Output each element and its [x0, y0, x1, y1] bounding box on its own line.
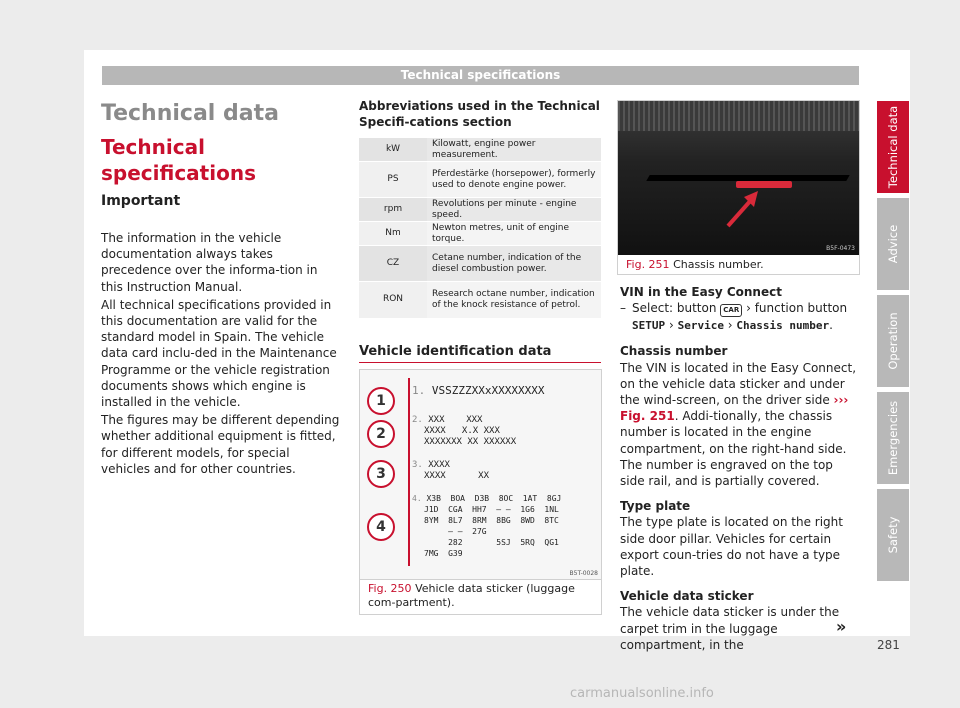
table-row: [359, 138, 601, 162]
chapter-title: Technical data: [101, 101, 279, 126]
select-prefix: Select: button: [632, 301, 717, 316]
sticker-row-4b: [424, 505, 559, 515]
abbr-key: RON: [359, 282, 427, 318]
figure-251: [617, 100, 860, 275]
vehicle-data-sticker-paragraph: The vehicle data sticker is under the carpet trim in the luggage compartment, in the: [620, 605, 840, 652]
sticker-index-4: 4.: [412, 494, 422, 503]
sticker-line-4a: X3B BOA D3B 8OC 1AT 8GJ: [426, 494, 562, 503]
sticker-line-4c: 8YM 8L7 8RM 8BG 8WD 8TC: [424, 516, 559, 525]
sticker-line-2c: XXXXXXX XX XXXXXX: [424, 437, 517, 447]
vin-easy-connect-heading: VIN in the Easy Connect: [620, 285, 782, 299]
sticker-row-2c: [424, 437, 516, 447]
windscreen-photo: [618, 101, 859, 255]
page-number: 281: [877, 638, 900, 652]
abbreviations-column: [359, 98, 601, 318]
sticker-line-3a: XXXX: [428, 460, 450, 470]
table-row: [359, 222, 601, 246]
intro-column: [101, 100, 341, 477]
vin-column: [620, 284, 860, 653]
tab-safety[interactable]: [877, 489, 909, 581]
figure-code: B5T-0028: [569, 570, 598, 577]
abbr-value: Newton metres, unit of engine torque.: [427, 222, 601, 246]
sticker-line-4d: – – 27G: [424, 527, 487, 536]
abbr-key: CZ: [359, 246, 427, 282]
sticker-row-2b: [424, 426, 500, 436]
arrow-icon: [618, 101, 859, 255]
sticker-line-4b: J1D CGA HH7 – – 1G6 1NL: [424, 505, 559, 514]
abbr-key: PS: [359, 162, 427, 198]
chassis-number-paragraph: [620, 360, 860, 490]
vehicle-data-sticker-heading: Vehicle data sticker: [620, 589, 754, 604]
sticker-line-2a: XXX XXX: [428, 415, 483, 425]
sticker-row-3: [412, 460, 450, 470]
abbr-key: rpm: [359, 198, 427, 222]
intro-paragraph-2: All technical specifications provided in this documentation are valid for the standard model in Spain. The vehicle data card inclu-ded in the Maintenance Programme or the vehicle registration documents shows which engine is installed in the vehicle.: [101, 297, 337, 410]
sticker-line-3b: XXXX XX: [424, 471, 490, 481]
table-row: [359, 198, 601, 222]
abbr-key: Nm: [359, 222, 427, 246]
chassis-text-a: The VIN is located in the Easy Connect, on the vehicle data sticker and under the wind-screen, on the driver side: [620, 360, 857, 408]
type-plate-paragraph: The type plate is located on the right side door pillar. Vehicles for certain export coun-tries do not have a type plate.: [620, 515, 843, 579]
tab-advice[interactable]: [877, 198, 909, 290]
type-plate-heading: Type plate: [620, 499, 691, 514]
abbr-key: kW: [359, 138, 427, 162]
period: .: [829, 318, 833, 333]
tab-label: Technical data: [886, 105, 900, 189]
callout-2: 2: [367, 420, 395, 448]
vehicle-identification-heading: Vehicle identification data: [359, 342, 601, 363]
callout-4: 4: [367, 513, 395, 541]
figure-code: B5F-0473: [826, 245, 855, 252]
figure-caption-text: Chassis number.: [673, 258, 764, 271]
sticker-row-4e: [424, 538, 559, 548]
intro-paragraph-1: The information in the vehicle documentation always takes precedence over the informa-tion in this Instruction Manual.: [101, 231, 318, 294]
sticker-line-4f: 7MG G39: [424, 549, 463, 558]
callout-1: 1: [367, 387, 395, 415]
callout-3: 3: [367, 460, 395, 488]
car-button-icon: CAR: [720, 304, 742, 317]
table-row: [359, 162, 601, 198]
tab-operation[interactable]: [877, 295, 909, 387]
figure-caption-text: Vehicle data sticker (luggage com-partment).: [368, 582, 575, 609]
tab-emergencies[interactable]: [877, 392, 909, 484]
sticker-row-4: [412, 494, 561, 504]
sticker-vin: VSSZZZXXxXXXXXXXX: [431, 384, 545, 397]
figure-label: Fig. 250: [368, 582, 412, 595]
watermark: carmanualsonline.info: [570, 686, 714, 701]
vehicle-data-sticker-illustration: [360, 370, 601, 580]
page-header-title: Technical specifications: [102, 66, 859, 85]
figure-caption: [626, 258, 854, 272]
tab-technical-data[interactable]: [877, 101, 909, 193]
sticker-row-4c: [424, 516, 559, 526]
select-mid: › function button: [746, 301, 848, 316]
table-row: [359, 246, 601, 282]
figure-label: Fig. 251: [626, 258, 670, 271]
menu-separator: ›: [668, 318, 674, 333]
abbreviations-table: [359, 137, 601, 318]
chassis-text-b: . Addi-tionally, the chassis number is located in the engine compartment, on the right-hand side. The number is engraved on the top side rail, and is partially covered.: [620, 409, 847, 489]
abbreviations-title: Abbreviations used in the Technical Specifi-cations section: [359, 99, 600, 129]
sticker-index-3: 3.: [412, 460, 423, 470]
section-title: Technical specifications: [101, 135, 256, 185]
sticker-index-1: 1.: [412, 384, 426, 397]
figure-reference-link[interactable]: ››› Fig. 251: [620, 393, 849, 424]
callout-bracket: [408, 378, 410, 566]
sticker-row-4f: [424, 549, 463, 559]
tab-label: Advice: [886, 224, 900, 264]
chassis-number-menu: Chassis number: [736, 319, 830, 333]
select-instruction: [620, 300, 860, 334]
continue-icon: »: [836, 617, 847, 636]
service-menu: Service: [677, 319, 724, 333]
sticker-line-4e: 282 5SJ 5RQ QG1: [424, 538, 559, 547]
table-row: [359, 282, 601, 318]
abbr-value: Kilowatt, engine power measurement.: [427, 138, 601, 162]
sticker-row-3b: [424, 471, 489, 481]
tab-label: Emergencies: [886, 400, 900, 476]
abbr-value: Revolutions per minute - engine speed.: [427, 198, 601, 222]
sticker-line-2b: XXXX X.X XXX: [424, 426, 500, 436]
figure-250: [359, 369, 602, 615]
sticker-row-2: [412, 415, 482, 425]
abbr-value: Pferdestärke (horsepower), formerly used to denote engine power.: [427, 162, 601, 198]
sticker-index-2: 2.: [412, 415, 423, 425]
sticker-row-1: [412, 386, 544, 396]
abbr-value: Research octane number, indication of the knock resistance of petrol.: [427, 282, 601, 318]
tab-label: Operation: [886, 312, 900, 370]
abbr-value: Cetane number, indication of the diesel combustion power.: [427, 246, 601, 282]
setup-menu: SETUP: [632, 319, 666, 333]
tab-label: Safety: [886, 516, 900, 554]
chassis-number-heading: Chassis number: [620, 344, 728, 359]
menu-separator: ›: [727, 318, 733, 333]
subsection-title: Important: [101, 193, 181, 209]
intro-paragraph-3: The figures may be different depending whether additional equipment is fitted, for different models, for special vehicles and for other countries.: [101, 413, 340, 476]
figure-caption: [368, 582, 596, 610]
sticker-row-4d: [424, 527, 487, 537]
